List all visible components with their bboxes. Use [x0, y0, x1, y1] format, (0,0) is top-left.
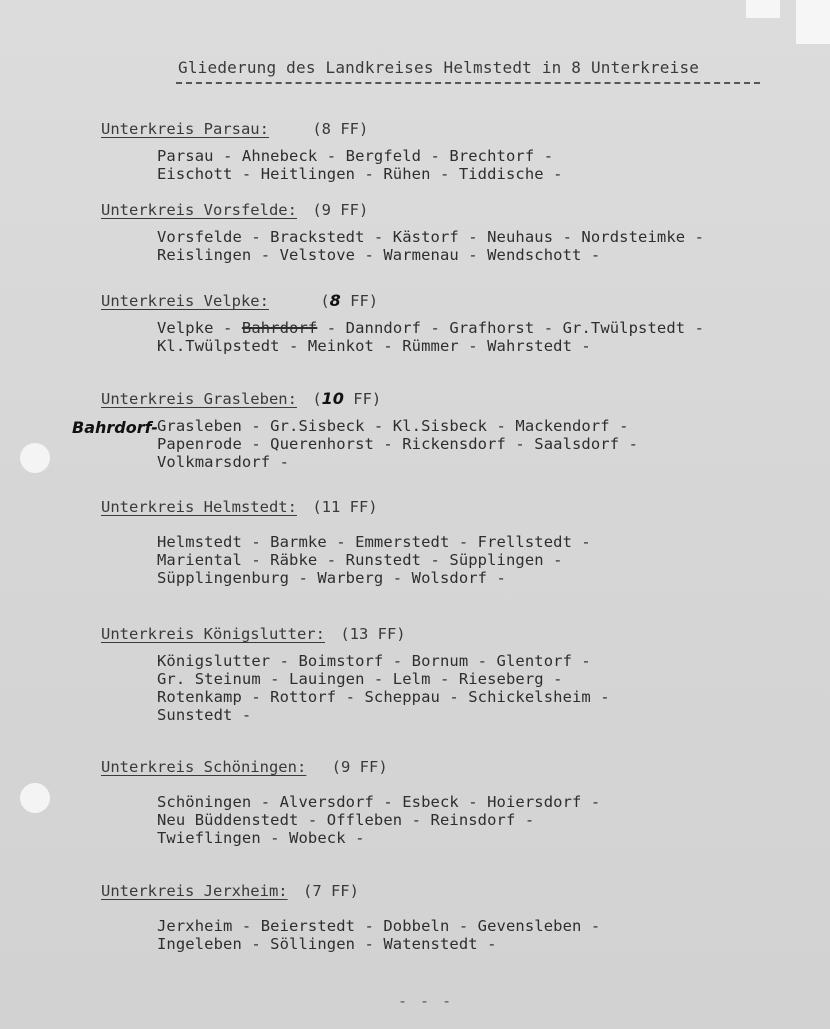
place-line: Königslutter - Boimstorf - Bornum - Glentorf - — [157, 652, 591, 670]
section-heading — [101, 120, 563, 138]
section-count: (11 FF) — [312, 498, 378, 516]
section-helmstedt — [101, 498, 591, 587]
place-text: Velpke - — [157, 319, 242, 337]
place-line: Twieflingen - Wobeck - — [157, 829, 365, 847]
place-line: Parsau - Ahnebeck - Bergfeld - Brechtorf - — [157, 147, 554, 165]
place-line: Jerxheim - Beierstedt - Dobbeln - Gevensleben - — [157, 917, 601, 935]
section-heading — [101, 758, 600, 776]
place-line: Mariental - Räbke - Runstedt - Süpplingen - — [157, 551, 563, 569]
section-heading — [101, 389, 638, 408]
section-name: Unterkreis Parsau: — [101, 120, 269, 138]
section-name: Unterkreis Königslutter: — [101, 625, 325, 643]
place-line: Rotenkamp - Rottorf - Scheppau - Schickelsheim - — [157, 688, 610, 706]
place-line: Ingeleben - Söllingen - Watenstedt - — [157, 935, 497, 953]
section-name: Unterkreis Grasleben: — [101, 390, 297, 408]
section-name: Unterkreis Helmstedt: — [101, 498, 297, 516]
section-name: Unterkreis Schöningen: — [101, 758, 307, 776]
section-count: (7 FF) — [302, 882, 359, 900]
handwritten-count: 8 — [329, 291, 341, 310]
section-count-rest: FF) — [340, 292, 379, 310]
section-name: Unterkreis Vorsfelde: — [101, 201, 297, 219]
section-name: Unterkreis Jerxheim: — [101, 882, 288, 900]
section-koenigslutter — [101, 625, 610, 724]
place-list — [157, 652, 610, 724]
punch-hole — [20, 783, 50, 813]
section-count: (9 FF) — [312, 201, 369, 219]
section-velpke — [101, 291, 704, 355]
place-line — [157, 319, 704, 337]
place-line: Schöningen - Alversdorf - Esbeck - Hoiersdorf - — [157, 793, 601, 811]
place-line: Vorsfelde - Brackstedt - Kästorf - Neuhaus - Nordsteimke - — [157, 228, 705, 246]
place-line: Grasleben - Gr.Sisbeck - Kl.Sisbeck - Mackendorf - — [157, 417, 629, 435]
punch-hole — [20, 443, 50, 473]
section-grasleben — [101, 389, 638, 471]
handwritten-margin-note: Bahrdorf- — [72, 418, 158, 437]
place-list — [157, 533, 591, 587]
place-line: Kl.Twülpstedt - Meinkot - Rümmer - Wahrstedt - — [157, 337, 591, 355]
section-heading — [101, 625, 610, 643]
footer-dashes: - - - — [398, 992, 454, 1010]
place-line: Eischott - Heitlingen - Rühen - Tiddische - — [157, 165, 563, 183]
section-vorsfelde — [101, 201, 704, 264]
place-list — [157, 793, 600, 847]
section-count: (8 FF) — [312, 120, 369, 138]
section-count: (10 FF) — [312, 389, 382, 408]
section-heading — [101, 498, 591, 516]
section-heading — [101, 882, 600, 900]
section-count: (9 FF) — [331, 758, 388, 776]
place-line: Sunstedt - — [157, 706, 252, 724]
place-list — [157, 417, 638, 471]
title-underline — [176, 82, 760, 84]
section-count-rest: FF) — [343, 390, 382, 408]
place-line: Gr. Steinum - Lauingen - Lelm - Rieseberg - — [157, 670, 563, 688]
section-heading — [101, 201, 704, 219]
section-count: (13 FF) — [340, 625, 406, 643]
place-line: Süpplingenburg - Warberg - Wolsdorf - — [157, 569, 506, 587]
section-name: Unterkreis Velpke: — [101, 292, 269, 310]
section-parsau — [101, 120, 563, 183]
section-jerxheim — [101, 882, 600, 953]
place-line: Volkmarsdorf - — [157, 453, 290, 471]
section-heading — [101, 291, 704, 310]
place-line: Reislingen - Velstove - Warmenau - Wendschott - — [157, 246, 601, 264]
place-list — [157, 319, 704, 355]
edge-tab-mark — [746, 0, 780, 18]
place-list — [157, 228, 704, 264]
document-title: Gliederung des Landkreises Helmstedt in 8 Unterkreise — [178, 58, 700, 77]
section-schoeningen — [101, 758, 600, 847]
place-line: Helmstedt - Barmke - Emmerstedt - Frellstedt - — [157, 533, 591, 551]
place-line: Papenrode - Querenhorst - Rickensdorf - Saalsdorf - — [157, 435, 639, 453]
place-text: - Danndorf - Grafhorst - Gr.Twülpstedt - — [317, 319, 705, 337]
struck-place: Bahrdorf — [241, 319, 318, 337]
edge-tab-mark — [796, 0, 830, 44]
place-list — [157, 917, 600, 953]
handwritten-count: 10 — [321, 389, 344, 408]
place-line: Neu Büddenstedt - Offleben - Reinsdorf - — [157, 811, 535, 829]
place-list — [157, 147, 563, 183]
section-count: (8 FF) — [320, 291, 379, 310]
